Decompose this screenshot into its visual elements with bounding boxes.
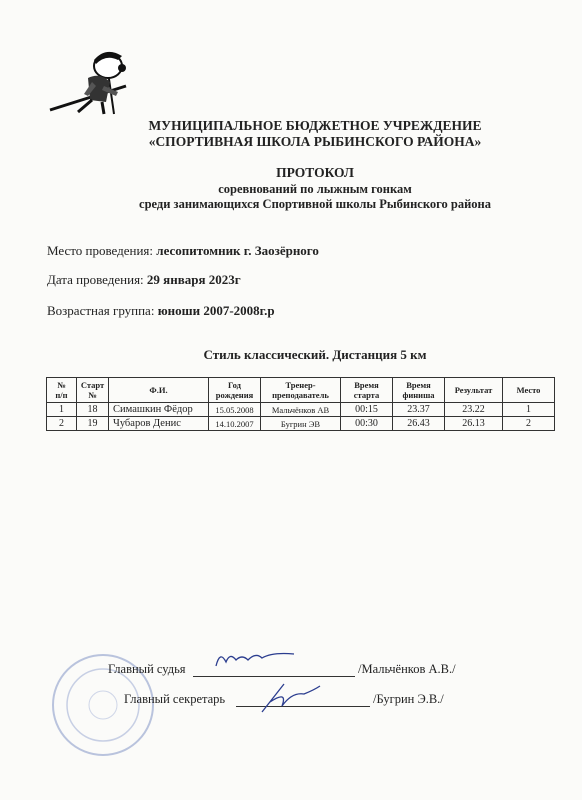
style-distance-heading: Стиль классический. Дистанция 5 км bbox=[203, 347, 427, 362]
secretary-signature-icon bbox=[258, 680, 328, 716]
table-header-row bbox=[47, 378, 555, 403]
cell-num: 2 bbox=[47, 417, 77, 431]
col-header-place: Место bbox=[503, 378, 555, 403]
table-row bbox=[47, 417, 555, 431]
age-value: юноши 2007-2008г.р bbox=[157, 303, 275, 318]
secretary-label: Главный секретарь bbox=[124, 692, 226, 706]
cell-name: Симашкин Фёдор bbox=[109, 403, 209, 417]
col-header-result: Результат bbox=[445, 378, 503, 403]
cell-time-finish: 23.37 bbox=[393, 403, 445, 417]
cell-result: 26.13 bbox=[445, 417, 503, 431]
results-table bbox=[46, 377, 555, 431]
cell-num: 1 bbox=[47, 403, 77, 417]
col-header-fio: Ф.И. bbox=[109, 378, 209, 403]
cell-time-start: 00:15 bbox=[341, 403, 393, 417]
protocol-subtitle-line2: среди занимающихся Спортивной школы Рыбинского района bbox=[139, 197, 491, 211]
col-header-birth-year: Год рождения bbox=[209, 378, 261, 403]
cell-birth: 14.10.2007 bbox=[209, 417, 261, 431]
cell-place: 2 bbox=[503, 417, 555, 431]
cell-start: 18 bbox=[77, 403, 109, 417]
place-value: лесопитомник г. Заозёрного bbox=[156, 243, 319, 258]
place-field bbox=[47, 243, 319, 259]
cell-place: 1 bbox=[503, 403, 555, 417]
cell-birth: 15.05.2008 bbox=[209, 403, 261, 417]
cell-coach: Мальчёнков АВ bbox=[261, 403, 341, 417]
cell-result: 23.22 bbox=[445, 403, 503, 417]
judge-name: /Мальчёнков А.В./ bbox=[358, 662, 456, 676]
date-value: 29 января 2023г bbox=[146, 272, 241, 287]
protocol-title: ПРОТОКОЛ bbox=[276, 165, 354, 180]
age-label: Возрастная группа: bbox=[47, 303, 158, 318]
cell-coach: Бугрин ЭВ bbox=[261, 417, 341, 431]
cell-name: Чубаров Денис bbox=[109, 417, 209, 431]
cell-start: 19 bbox=[77, 417, 109, 431]
place-label: Место проведения: bbox=[47, 243, 157, 258]
col-header-finish-time: Время финиша bbox=[393, 378, 445, 403]
date-field bbox=[47, 272, 241, 288]
col-header-num: № п/п bbox=[47, 378, 77, 403]
secretary-name: /Бугрин Э.В./ bbox=[373, 692, 444, 706]
col-header-coach: Тренер- преподаватель bbox=[261, 378, 341, 403]
org-name-line2: «СПОРТИВНАЯ ШКОЛА РЫБИНСКОГО РАЙОНА» bbox=[148, 134, 482, 149]
cell-time-start: 00:30 bbox=[341, 417, 393, 431]
cell-time-finish: 26.43 bbox=[393, 417, 445, 431]
judge-signature-icon bbox=[210, 646, 300, 672]
date-label: Дата проведения: bbox=[47, 272, 147, 287]
table-row bbox=[47, 403, 555, 417]
age-group-field bbox=[47, 303, 275, 319]
skier-logo-icon bbox=[48, 42, 138, 122]
judge-label: Главный судья bbox=[108, 662, 186, 676]
protocol-subtitle-line1: соревнований по лыжным гонкам bbox=[218, 182, 412, 196]
col-header-start-time: Время старта bbox=[341, 378, 393, 403]
col-header-start: Старт № bbox=[77, 378, 109, 403]
org-name-line1: МУНИЦИПАЛЬНОЕ БЮДЖЕТНОЕ УЧРЕЖДЕНИЕ bbox=[148, 118, 482, 133]
